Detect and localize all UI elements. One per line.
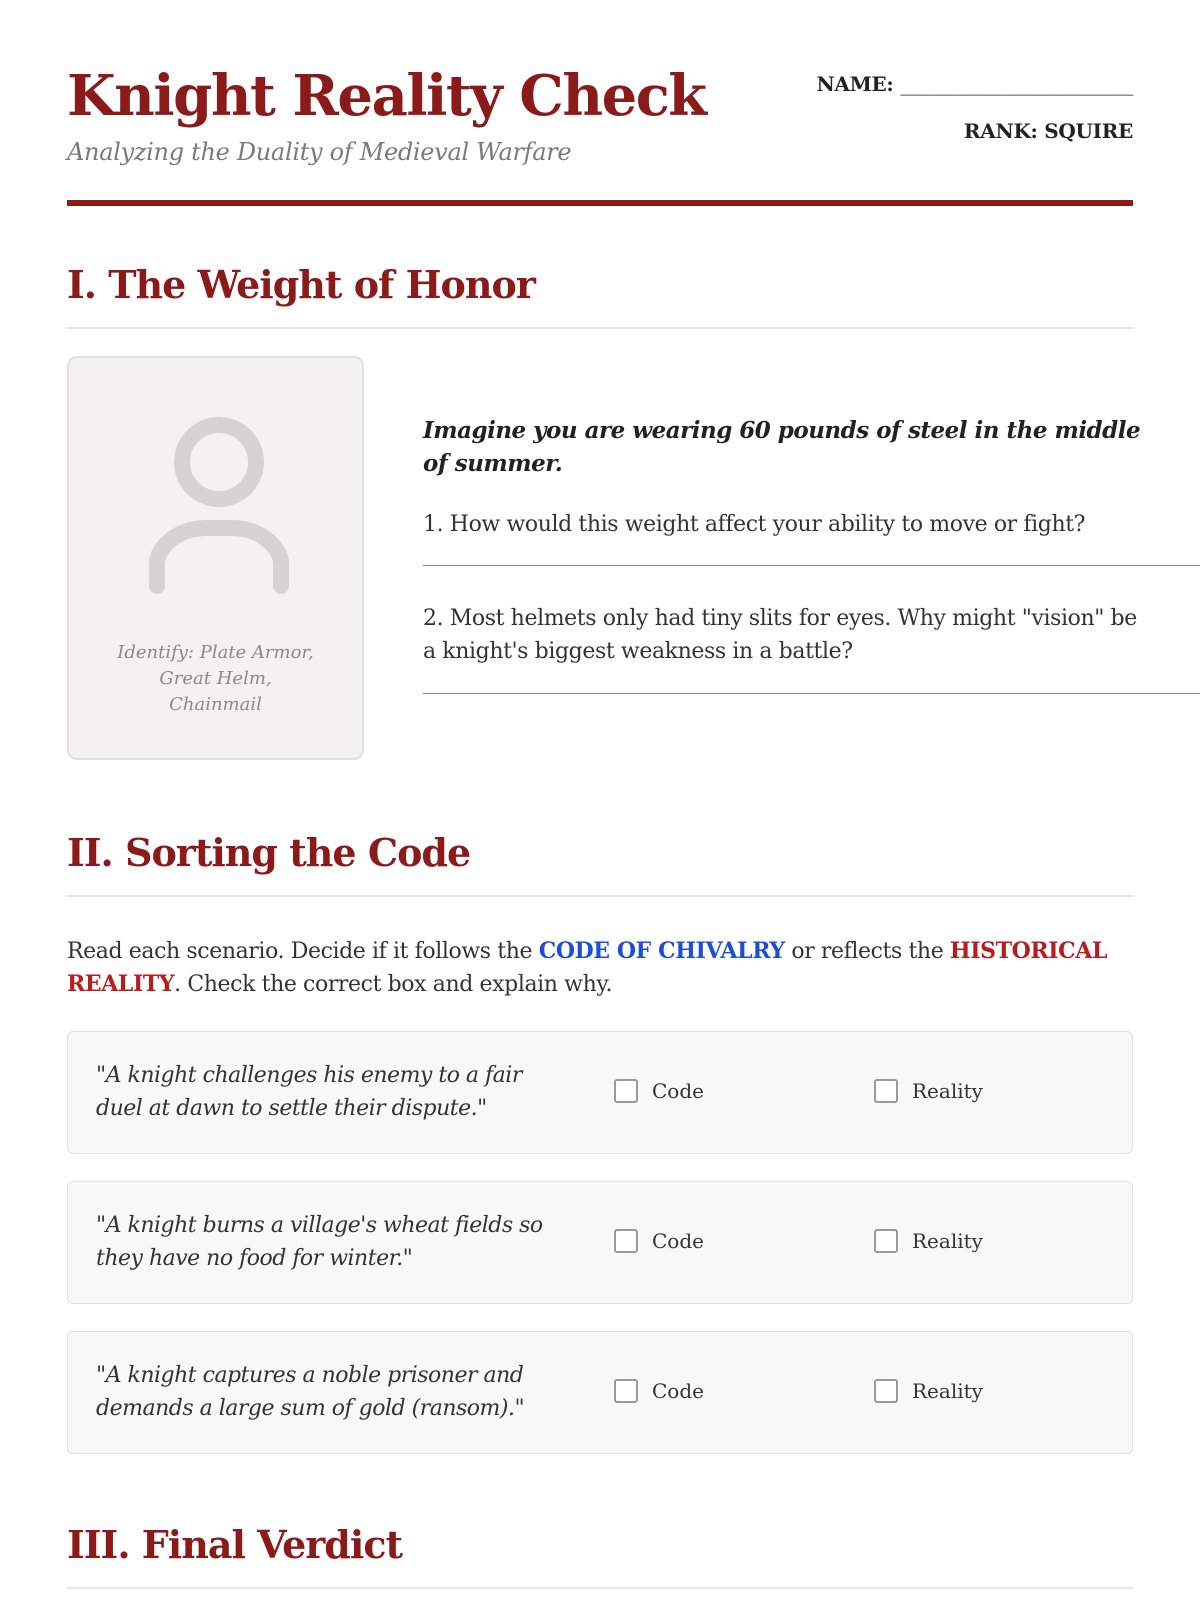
name-field[interactable] (816, 72, 1133, 96)
historical-reality-term: HISTORICAL REALITY (67, 938, 1108, 997)
code-label: Code (652, 1229, 704, 1253)
person-silhouette-icon (149, 416, 289, 596)
caption-line: Great Helm, (159, 668, 272, 689)
reality-option[interactable] (874, 1378, 983, 1404)
question-1: 1. How would this weight affect your ability to move or fight? (423, 512, 1086, 537)
answer-line-1[interactable] (423, 565, 1200, 566)
page-title: Knight Reality Check (67, 63, 706, 129)
code-checkbox[interactable] (614, 1379, 638, 1403)
name-label: NAME: (816, 72, 894, 96)
code-of-chivalry-term: CODE OF CHIVALRY (538, 938, 785, 964)
armor-image-placeholder (67, 356, 364, 760)
code-option[interactable] (614, 1378, 704, 1404)
section-divider (67, 327, 1133, 329)
rank-label: RANK: SQUIRE (963, 119, 1133, 143)
answer-line-2[interactable] (423, 693, 1200, 694)
reality-label: Reality (912, 1079, 983, 1103)
section-heading-sorting-the-code: II. Sorting the Code (67, 830, 471, 875)
section-heading-final-verdict: III. Final Verdict (67, 1522, 403, 1567)
image-caption (69, 640, 362, 718)
reality-checkbox[interactable] (874, 1379, 898, 1403)
code-option[interactable] (614, 1228, 704, 1254)
section-divider (67, 1587, 1133, 1589)
section-divider (67, 895, 1133, 897)
scenario-card (67, 1031, 1133, 1154)
instructions-text: Read each scenario. Decide if it follows the (67, 939, 539, 964)
reality-label: Reality (912, 1379, 983, 1403)
scenario-prompt: Imagine you are wearing 60 pounds of steel in the middle of summer. (423, 417, 1141, 477)
code-checkbox[interactable] (614, 1229, 638, 1253)
code-option[interactable] (614, 1078, 704, 1104)
instructions-text: . Check the correct box and explain why. (174, 972, 613, 997)
code-label: Code (652, 1379, 704, 1403)
caption-line: Chainmail (169, 694, 262, 715)
sorting-instructions (67, 935, 1133, 1001)
instructions-text: or reflects the (784, 939, 950, 964)
scenario-card (67, 1181, 1133, 1304)
page-subtitle: Analyzing the Duality of Medieval Warfare (67, 138, 572, 166)
scenario-text: "A knight captures a noble prisoner and demands a large sum of gold (ransom)." (96, 1363, 525, 1421)
name-blank: ________________________ (900, 72, 1133, 96)
reality-option[interactable] (874, 1078, 983, 1104)
section-heading-weight-of-honor: I. The Weight of Honor (67, 262, 535, 307)
reality-label: Reality (912, 1229, 983, 1253)
scenario-card (67, 1331, 1133, 1454)
code-checkbox[interactable] (614, 1079, 638, 1103)
caption-line: Identify: Plate Armor, (117, 642, 314, 663)
code-label: Code (652, 1079, 704, 1103)
scenario-text: "A knight burns a village's wheat fields so they have no food for winter." (96, 1213, 543, 1271)
reality-option[interactable] (874, 1228, 983, 1254)
reality-checkbox[interactable] (874, 1079, 898, 1103)
reality-checkbox[interactable] (874, 1229, 898, 1253)
scenario-text: "A knight challenges his enemy to a fair duel at dawn to settle their dispute." (96, 1063, 522, 1121)
question-2: 2. Most helmets only had tiny slits for eyes. Why might "vision" be a knight's biggest weakness in a battle? (423, 606, 1137, 664)
header-divider (67, 200, 1133, 206)
worksheet-header (67, 64, 1133, 208)
